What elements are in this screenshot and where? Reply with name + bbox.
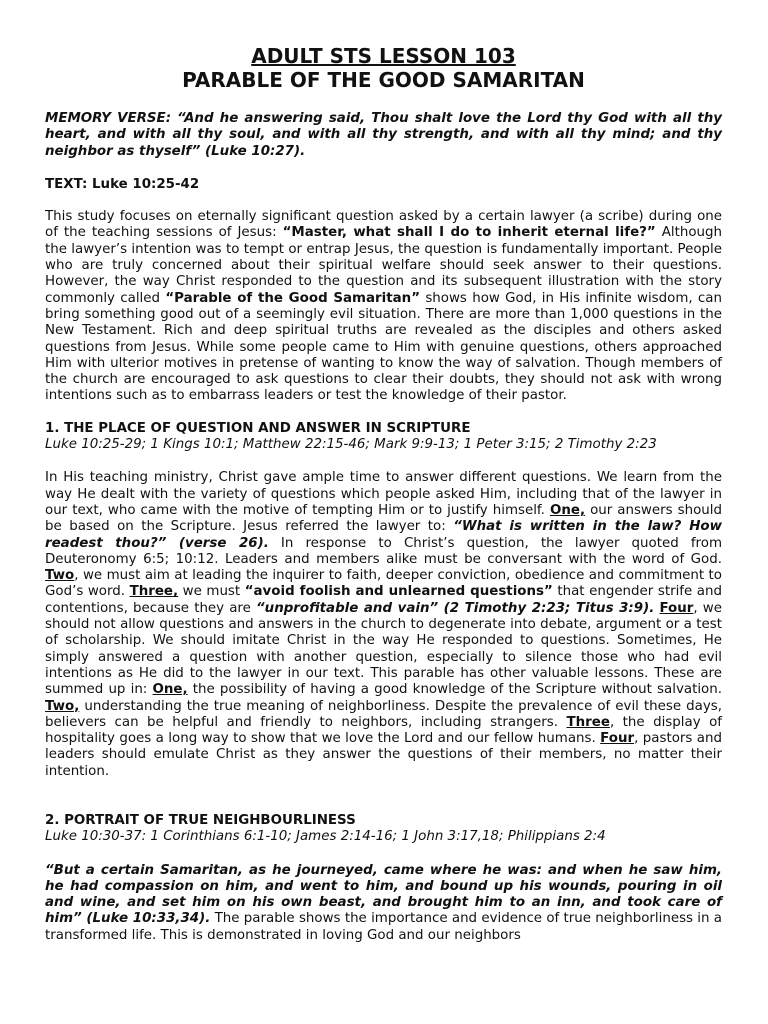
section2-text: The parable shows the importance and evidence of true neighborliness in a transformed life. This is demonstrated in loving God and our neighbors	[45, 911, 722, 943]
lesson-number-title: ADULT STS LESSON 103	[251, 44, 516, 68]
section1-text: , pastors and leaders should emulate Christ as they answer the questions of their members, no matter their intention.	[45, 731, 722, 779]
section2-quote: “But a certain Samaritan, as he journeyed, came where he was: and when he saw him, he had compassion on him, and went to him, and bound up his wounds, pouring in oil and wine, and set him on his own beast, and brought him to an inn, and took care of him” (Luke 10:33,34).	[45, 862, 722, 927]
section1-quote: “unprofitable and vain” (2 Timothy 2:23; Titus 3:9).	[256, 600, 655, 616]
section1-text: , we should not allow questions and answers in the church to degenerate into debate, argument or a test of scholarship. We should imitate Christ in the way He responded to questions. Sometimes, He simply answered a question with another question, especially to silence those who had evil intentions as He did to the lawyer in our text. This parable has other valuable lessons. These are summed up in:	[45, 600, 722, 698]
section1-text: understanding the true meaning of neighborliness. Despite the prevalence of evil these days, believers can be helpful and friendly to neighbors, including strangers.	[45, 698, 722, 730]
lesson-four: Four	[600, 731, 635, 747]
section1-text: our answers should be based on the Scripture. Jesus referred the lawyer to:	[45, 502, 722, 535]
section1-quote: “What is written in the law? How readest thou?” (verse 26).	[45, 519, 722, 551]
intro-paragraph	[45, 209, 722, 405]
text-reference: TEXT: Luke 10:25-42	[45, 176, 200, 192]
intro-text-3: shows how God, in His infinite wisdom, can bring something good out of a seemingly evil situation. There are more than 1,000 questions in the New Testament. Rich and deep spiritual truths are revealed as the disciples and others asked questions from Jesus. While some people came to Him with genuine questions, others approached Him with ulterior motives in pretense of wanting to know the way of salvation. Though members of the church are encouraged to ask questions to clear their doubts, they should not ask with wrong intentions such as to embarrass leaders or test the knowledge of their pastor.	[45, 290, 722, 404]
point-four: Four	[659, 600, 694, 616]
point-one: One,	[549, 502, 586, 518]
lesson-one: One,	[152, 682, 188, 698]
section1-text: , we must aim at leading the inquirer to faith, deeper conviction, obedience and commitment to God’s word.	[45, 568, 722, 600]
intro-text-1: This study focuses on eternally significant question asked by a certain lawyer (a scribe) during one of the teaching sessions of Jesus:	[45, 209, 722, 241]
section1-text: In response to Christ’s question, the lawyer quoted from Deuteronomy 6:5; 10:12. Leaders and members alike must be conversant with the word of God.	[45, 535, 723, 567]
intro-text-2: Although the lawyer’s intention was to tempt or entrap Jesus, the question is fundamentally important. People who are truly concerned about their spiritual welfare should seek answer to their questions. However, the way Christ responded to the question and its subsequent illustration with the story commonly called	[45, 225, 723, 306]
intro-parable-name: “Parable of the Good Samaritan”	[165, 290, 421, 306]
intro-question-quote: “Master, what shall I do to inherit eternal life?”	[282, 225, 656, 241]
section1-text: the possibility of having a good knowledge of the Scripture without salvation.	[187, 682, 722, 698]
lesson-three: Three	[566, 714, 610, 730]
section1-text: that engender strife and contentions, because they are	[45, 584, 722, 616]
lesson-subtitle: PARABLE OF THE GOOD SAMARITAN	[182, 68, 585, 92]
memory-verse: MEMORY VERSE: “And he answering said, Thou shalt love the Lord thy God with all thy heart, and with all thy soul, and with all thy strength, and with all thy mind; and thy neighbor as thyself” (Luke 10:27).	[45, 111, 722, 159]
point-three: Three,	[129, 584, 179, 600]
section1-body	[45, 470, 722, 780]
point-two: Two	[45, 568, 75, 584]
section1-text: In His teaching ministry, Christ gave ample time to answer different questions. We learn from the way He dealt with the variety of questions which people asked Him, including that of the lawyer in our text, who came with the motive of tempting Him or to justify himself.	[45, 470, 722, 518]
section1-references: Luke 10:25-29; 1 Kings 10:1; Matthew 22:15-46; Mark 9:9-13; 1 Peter 3:15; 2 Timothy 2:23	[45, 437, 657, 453]
lesson-title	[45, 44, 722, 92]
lesson-two: Two,	[45, 698, 80, 714]
section1-quote: “avoid foolish and unlearned questions”	[244, 584, 553, 600]
section2-heading: 2. PORTRAIT OF TRUE NEIGHBOURLINESS	[45, 812, 356, 828]
section2-references: Luke 10:30-37: 1 Corinthians 6:1-10; James 2:14-16; 1 John 3:17,18; Philippians 2:4	[45, 829, 606, 845]
section1-text: we must	[178, 584, 245, 600]
section1-text: , the display of hospitality goes a long way to show that we love the Lord and our fellow humans.	[45, 714, 722, 747]
section1-heading: 1. THE PLACE OF QUESTION AND ANSWER IN SCRIPTURE	[45, 420, 471, 436]
section2-body	[45, 863, 722, 944]
